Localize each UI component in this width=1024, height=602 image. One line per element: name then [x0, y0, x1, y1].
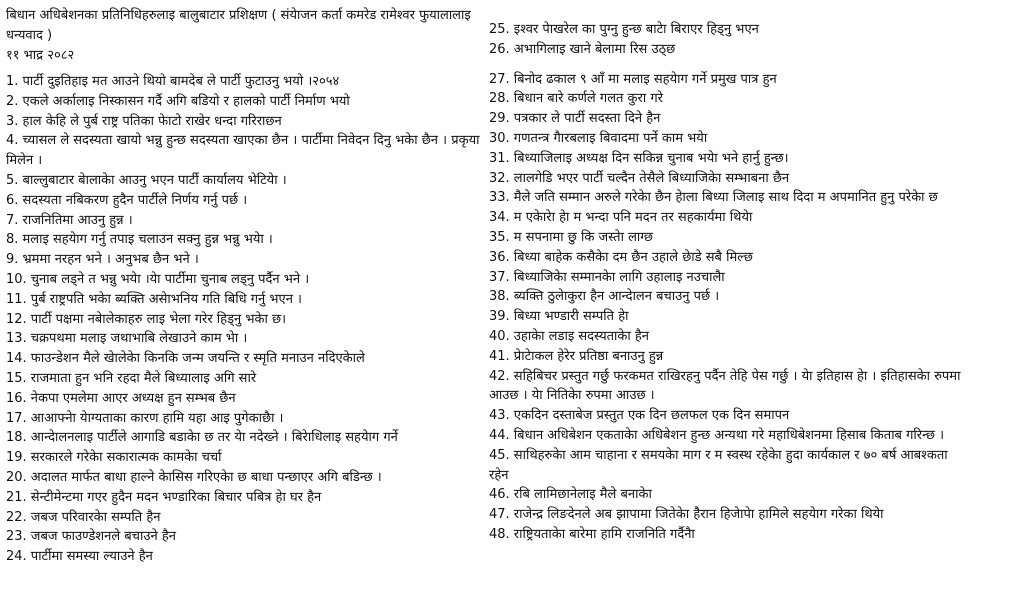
list-item: 21. सेन्टीमेन्टमा गएर हुदैन मदन भण्डारिका बिचार पबित्र हेा घर हैन	[6, 489, 322, 505]
list-item: 1. पार्टी दुइतिहाइ मत आउने थियो बामदेब ले पार्टी फुटाउनु भयो ।२०५४	[6, 74, 340, 89]
list-item: 14. फाउन्डेशन मैले खेालेकेा किनकि जन्म जयन्ति र स्मृति मनाउन नदिएकेाले	[6, 351, 365, 367]
document-title: बिधान अधिबेशनका प्रतिनिधिहरुलाइ बालुबाटार प्रशिक्षण ( संयेाजन कर्ता कमरेड रामेश्वर फुयालालाइ धन्यवाद )	[6, 8, 471, 43]
list-item: 28. बिधान बारे कर्णले गलत कुरा गरे	[489, 91, 663, 107]
list-item: 8. मलाइ सहयेाग गर्नु तपाइ चलाउन सक्नु हुन्न भन्नु भयेा ।	[6, 232, 273, 248]
list-item: 10. चुनाब लड्ने त भन्नु भयेा ।येा पार्टीमा चुनाब लड्नु पर्दैन भने ।	[6, 271, 310, 287]
list-item: 36. बिध्या बाहेक कसैकेा दम छैन उहाले छेाडे सबै मिल्छ	[489, 249, 753, 265]
list-item: 30. गणतन्त्र गैारबलाइ बिवादमा पर्ने काम भयेा	[489, 130, 708, 146]
list-item: 3. हाल केहि ले पुर्ब राष्ट्र पतिका फेाटो राखेर धन्दा गरिराछन	[6, 113, 282, 129]
list-item: 15. राजमाता हुन भनि रहदा मैले बिध्यालाइ अगि सारे	[6, 370, 257, 386]
list-item: 25. इश्वर पेाखरेल का पुग्नु हुन्छ बाटेा बिराएर हिड्नु भएन	[489, 22, 759, 37]
list-item: 26. अभागिलाइ खाने बेलामा रिस उठ्छ	[489, 41, 676, 57]
left-item-list	[6, 72, 480, 567]
list-item: 9. भ्रममा नरहन भने । अनुभब छैन भने ।	[6, 252, 199, 268]
list-item: 39. बिध्या भण्डारी सम्पति हेा	[489, 309, 629, 325]
list-item: 2. एकले अर्कालाइ निस्कासन गर्दै अगि बडियो र हालको पार्टी निर्माण भयो	[6, 93, 350, 109]
document-date: ११ भाद्र २०८२	[6, 48, 75, 63]
list-item: 37. बिध्याजिकेा सम्मानकेा लागि उहालाइ नउचालैा	[489, 269, 725, 285]
list-item: 16. नेकपा एमलेमा आएर अध्यक्ष हुन सम्भब छैन	[6, 390, 236, 406]
list-item: 5. बाल्लुबाटार बेालाकेा आउनु भएन पार्टी कार्यालय भेटियेा ।	[6, 172, 287, 188]
list-item: 7. राजनितिमा आउनु हुन्न ।	[6, 212, 133, 228]
left-column	[6, 6, 480, 567]
list-item: 13. चक्रपथमा मलाइ जथाभाबि लेखाउने काम भेा ।	[6, 331, 248, 347]
list-item: 34. म एकेारेा हेा म भन्दा पनि मदन तर सहकार्यमा थियेा	[489, 210, 753, 226]
right-item-list-top	[489, 20, 969, 60]
list-item: 45. साथिहरुकेा आम चाहाना र समयकेा माग र म स्वस्थ रहेकेा हुदा कार्यकाल र ७० बर्ष आबश्कता रहेन	[489, 447, 948, 483]
list-item: 11. पुर्ब राष्ट्रपति भकेा ब्यक्ति असेाभनिय गति बिधि गर्नु भएन ।	[6, 291, 302, 307]
list-item: 46. रबि लामिछानेलाइ मैले बनाकेा	[489, 487, 652, 503]
list-item: 40. उहाकेा लडाइ सदस्यताकेा हैन	[489, 328, 650, 344]
list-item: 27. बिनाेद ढकाल ९ आँ मा मलाइ सहयेाग गर्ने प्रमुख पात्र हुन	[489, 71, 777, 87]
list-item: 29. पत्रकार ले पार्टी सदस्ता दिने हैन	[489, 111, 661, 127]
list-item: 47. राजेन्द्र लिङदेनले अब झापामा जितेकेा हेैरान हिजेापेा हामिले सहयेाग गरेका थियेा	[489, 507, 884, 523]
list-item: 32. लालगेडि भएर पार्टी चल्दैन तेसैले बिध्याजिकेा सम्भाबना छैन	[489, 170, 790, 186]
right-item-list	[489, 70, 969, 545]
list-item: 4. च्यासल ले सदस्यता खायो भन्नु हुन्छ सदस्यता खाएका छैन । पार्टीमा निवेदन दिनु भकेा छैन । प्रकृया मिलेन ।	[6, 133, 480, 169]
list-item: 31. बिध्याजिलाइ अध्यक्ष दिन सकिन्न चुनाब भयेा भने हार्नु हुन्छ।	[489, 150, 789, 166]
list-item: 20. अदालत मार्फत बाधा हाल्ने केासिस गरिएकेा छ बाधा पन्छाएर अगि बडिन्छ ।	[6, 469, 382, 485]
list-item: 35. म सपनामा छु कि जस्तेा लाग्छ	[489, 229, 654, 245]
list-item: 6. सदस्यता नबिकरण हुदैन पार्टीले निर्णय गर्नु पर्छ ।	[6, 192, 248, 208]
list-item: 33. मैले जति सम्मान अरुले गरेकेा छैन हेाला बिध्या जिलाइ साथ दिदा म अपमानित हुनु परेकेा छ	[489, 190, 938, 206]
list-item: 38. ब्यक्ति ठुलेाकुरा हैन आन्देालन बचाउनु पर्छ ।	[489, 289, 720, 305]
list-item: 44. बिधान अधिबेशन एकताकेा अधिबेशन हुन्छ अन्यथा गरे महाधिबेशनमा हिसाब किताब गरिन्छ ।	[489, 427, 945, 443]
list-item: 17. आआफ्नेा येाग्यताका कारण हामि यहा आइ पुगेकाछैा ।	[6, 410, 284, 426]
list-item: 22. जबज परिवारकेा सम्पति हैन	[6, 509, 161, 525]
list-item: 42. सहिबिचर प्रस्तुत गर्छु फरकमत राखिरहनु पर्दैन तेहि पेस गर्छु । येा इतिहास हेा । इतिहासकेा रुपमा आउछ । येा नितिकेा रुपमा आउछ ।	[489, 368, 961, 404]
list-item: 41. प्रेाटेाकल हेरेर प्रतिष्ठा बनाउनु हुन्न	[489, 348, 664, 364]
list-item: 24. पार्टीमा समस्या ल्याउने हैन	[6, 549, 153, 565]
list-item: 43. एकदिन दस्ताबेज प्रस्तुत एक दिन छलफल एक दिन समापन	[489, 408, 790, 424]
list-item: 18. आन्देालनलाइ पार्टीले आगाडि बडाकेा छ तर येा नदेख्ने । बिरेाधिलाइ सहयेाग गर्ने	[6, 430, 398, 446]
list-item: 48. राष्ट्रियताकेा बारेमा हामि राजनिति गर्दैनैा	[489, 526, 695, 542]
list-item: 12. पार्टी पक्षमा नबेालेकाहरु लाइ भेला गरेर हिड्नु भकेा छ।	[6, 311, 287, 327]
list-item: 19. सरकारले गरेकेा सकारात्मक कामकेा चर्चा	[6, 450, 222, 466]
list-item: 23. जबज फाउण्डेशनले बचाउने हैन	[6, 529, 176, 545]
paragraph-gap	[489, 60, 969, 70]
right-column	[489, 20, 969, 545]
